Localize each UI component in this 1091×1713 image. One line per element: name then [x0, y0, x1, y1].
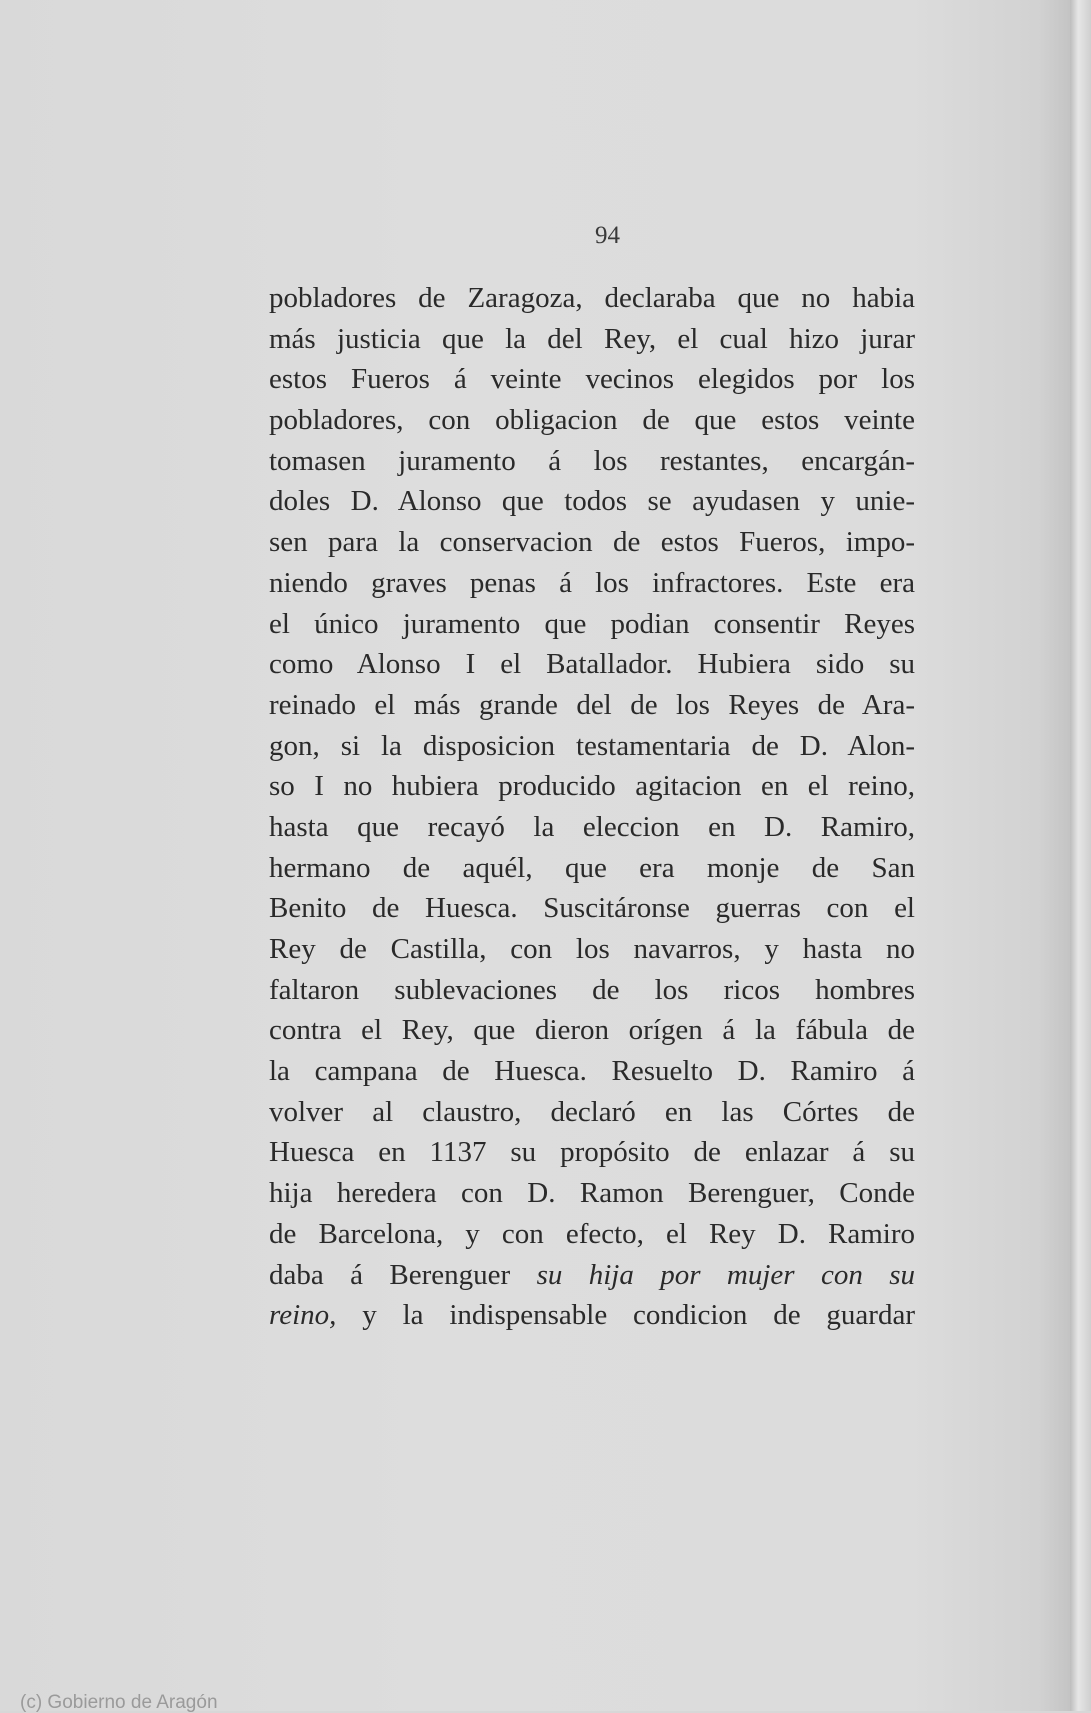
text-line-18: faltaron sublevaciones de los ricos hombres [269, 973, 915, 1006]
text-line-26 [269, 1295, 915, 1336]
text-line-25-start: daba á Berenguer [269, 1258, 537, 1291]
text-line-14: hasta que recayó la eleccion en D. Ramiro, [269, 810, 915, 843]
text-line-13: so I no hubiera producido agitacion en el reino, [269, 770, 915, 803]
text-line-1: pobladores de Zaragoza, declaraba que no habia [269, 282, 915, 314]
text-line-12: gon, si la disposicion testamentaria de D. Alon- [269, 729, 915, 762]
copyright-watermark: (c) Gobierno de Aragón [20, 1692, 218, 1713]
text-line-21: volver al claustro, declaró en las Córtes de [269, 1095, 915, 1128]
italic-word: reino, [269, 1299, 337, 1332]
text-line-19: contra el Rey, que dieron orígen á la fábula de [269, 1014, 915, 1047]
text-line-6: doles D. Alonso que todos se ayudasen y unie- [269, 485, 915, 518]
text-line-8: niendo graves penas á los infractores. Este era [269, 566, 915, 599]
text-line-22: Huesca en 1137 su propósito de enlazar á su [269, 1136, 915, 1169]
page-number: 94 [595, 222, 620, 249]
text-line-11: reinado el más grande del de los Reyes de Ara- [269, 688, 915, 721]
text-line-7: sen para la conservacion de estos Fueros, impo- [269, 526, 915, 559]
body-text [269, 278, 915, 1336]
text-line-9: el único juramento que podian consentir Reyes [269, 607, 915, 640]
text-line-3: estos Fueros á veinte vecinos elegidos por los [269, 363, 915, 396]
text-line-23: hija heredera con D. Ramon Berenguer, Conde [269, 1177, 915, 1210]
text-line-24: de Barcelona, y con efecto, el Rey D. Ramiro [269, 1217, 915, 1250]
page-edge [1070, 0, 1091, 1711]
text-line-5: tomasen juramento á los restantes, encargán- [269, 444, 915, 477]
text-line-20: la campana de Huesca. Resuelto D. Ramiro á [269, 1055, 915, 1088]
text-line-10: como Alonso I el Batallador. Hubiera sido su [269, 648, 915, 681]
text-line-15: hermano de aquél, que era monje de San [269, 851, 915, 884]
text-line-17: Rey de Castilla, con los navarros, y hasta no [269, 933, 915, 965]
text-line-16: Benito de Huesca. Suscitáronse guerras con el [269, 892, 915, 925]
text-line-2: más justicia que la del Rey, el cual hizo jurar [269, 322, 915, 355]
text-line-4: pobladores, con obligacion de que estos veinte [269, 404, 915, 437]
italic-phrase: su hija por mujer con su [536, 1258, 915, 1291]
text-line-26-end: y la indispensable condicion de guardar [336, 1299, 915, 1332]
text-line-25 [269, 1255, 915, 1296]
